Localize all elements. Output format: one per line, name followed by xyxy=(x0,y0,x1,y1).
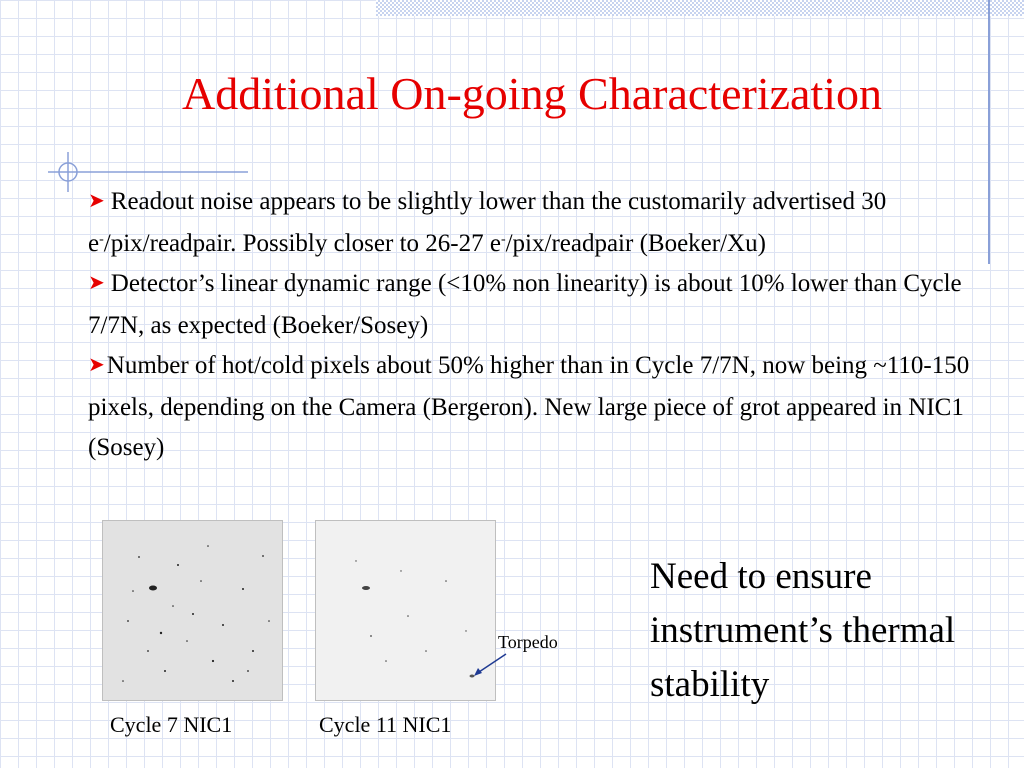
cycle11-nic1-dark-frame xyxy=(316,521,495,700)
cycle7-nic1-image xyxy=(102,520,283,701)
image-caption-cycle11: Cycle 11 NIC1 xyxy=(319,712,452,737)
thermal-stability-note: Need to ensure instrument’s thermal stability xyxy=(650,556,956,705)
image-caption-cycle7: Cycle 7 NIC1 xyxy=(110,712,233,737)
annotation-arrow-icon xyxy=(470,650,510,680)
right-vertical-accent-line xyxy=(988,0,990,264)
right-arrowhead-icon: ➤ xyxy=(88,190,105,212)
top-decorative-band xyxy=(376,0,1024,16)
bullet-item-readout-noise: ➤ Readout noise appears to be slightly lower than the customarily advertised 30 e-/pix/readpair. Possibly closer to 26-27 e-/pix/readpair (Boeker/Xu) xyxy=(88,188,887,257)
bullet-item-dynamic-range: ➤ Detector’s linear dynamic range (<10% non linearity) is about 10% lower than Cycle 7/7N, as expected (Boeker/Sosey) xyxy=(88,270,962,339)
bullet-item-hot-cold-pixels: ➤Number of hot/cold pixels about 50% higher than in Cycle 7/7N, now being ~110-150 pixels, depending on the Camera (Bergeron). New large piece of grot appeared in NIC1 (Sosey) xyxy=(88,352,970,461)
right-arrowhead-icon: ➤ xyxy=(88,354,105,376)
cycle11-nic1-image xyxy=(315,520,496,701)
torpedo-annotation-label: Torpedo xyxy=(498,632,558,652)
cycle7-nic1-dark-frame xyxy=(103,521,282,700)
slide-title: Additional On-going Characterization xyxy=(181,68,883,119)
right-arrowhead-icon: ➤ xyxy=(88,272,105,294)
bullet-list xyxy=(88,182,988,469)
